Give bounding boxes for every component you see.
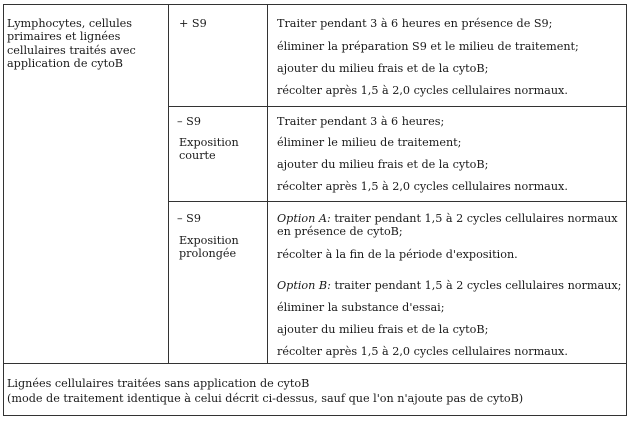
option-a-label: Option A: (277, 212, 331, 225)
row1-step4: récolter après 1,5 à 2,0 cycles cellulaires normaux. (277, 84, 568, 97)
row1-condition: + S9 (179, 17, 207, 30)
row3-sublabel: Exposition prolongée (179, 234, 239, 261)
row2-step1: Traiter pendant 3 à 6 heures; (277, 115, 445, 128)
row3-condition: – S9 (177, 212, 201, 225)
row-divider-2 (168, 201, 627, 202)
row2-step3: ajouter du milieu frais et de la cytoB; (277, 158, 489, 171)
option-b-label: Option B: (277, 279, 331, 292)
column-divider-1 (168, 4, 169, 364)
row3-option-a-step2: récolter à la fin de la période d'exposition. (277, 248, 518, 261)
row2-step4: récolter après 1,5 à 2,0 cycles cellulaires normaux. (277, 180, 568, 193)
column-divider-2 (267, 4, 268, 364)
section2-line2: (mode de traitement identique à celui décrit ci-dessus, sauf que l'on n'ajoute pas de cytoB) (7, 392, 524, 405)
table-top-border (3, 4, 627, 5)
row2-condition: – S9 (177, 115, 201, 128)
row3-option-b-step3: récolter après 1,5 à 2,0 cycles cellulaires normaux. (277, 345, 568, 358)
section2-line1: Lignées cellulaires traitées sans application de cytoB (7, 377, 310, 390)
row3-option-b-step1: éliminer la substance d'essai; (277, 301, 445, 314)
table-left-border (3, 4, 4, 416)
row-divider-1 (168, 106, 627, 107)
option-a-text: traiter pendant 1,5 à 2 cycles cellulaires normaux en présence de cytoB; (277, 212, 618, 239)
table-right-border (626, 4, 627, 416)
row2-sublabel: Exposition courte (179, 136, 239, 163)
row3-option-a (277, 212, 619, 239)
section-divider (3, 363, 627, 364)
table-bottom-border (3, 415, 627, 416)
row1-step2: éliminer la préparation S9 et le milieu de traitement; (277, 40, 579, 53)
row2-step2: éliminer le milieu de traitement; (277, 136, 462, 149)
row3-option-b-step2: ajouter du milieu frais et de la cytoB; (277, 323, 489, 336)
row3-option-b (277, 279, 621, 292)
row1-step3: ajouter du milieu frais et de la cytoB; (277, 62, 489, 75)
row1-step1: Traiter pendant 3 à 6 heures en présence de S9; (277, 17, 553, 30)
option-b-text: traiter pendant 1,5 à 2 cycles cellulaires normaux; (334, 279, 622, 292)
section1-label: Lymphocytes, cellules primaires et lignées cellulaires traités avec application de cytoB (7, 17, 136, 71)
